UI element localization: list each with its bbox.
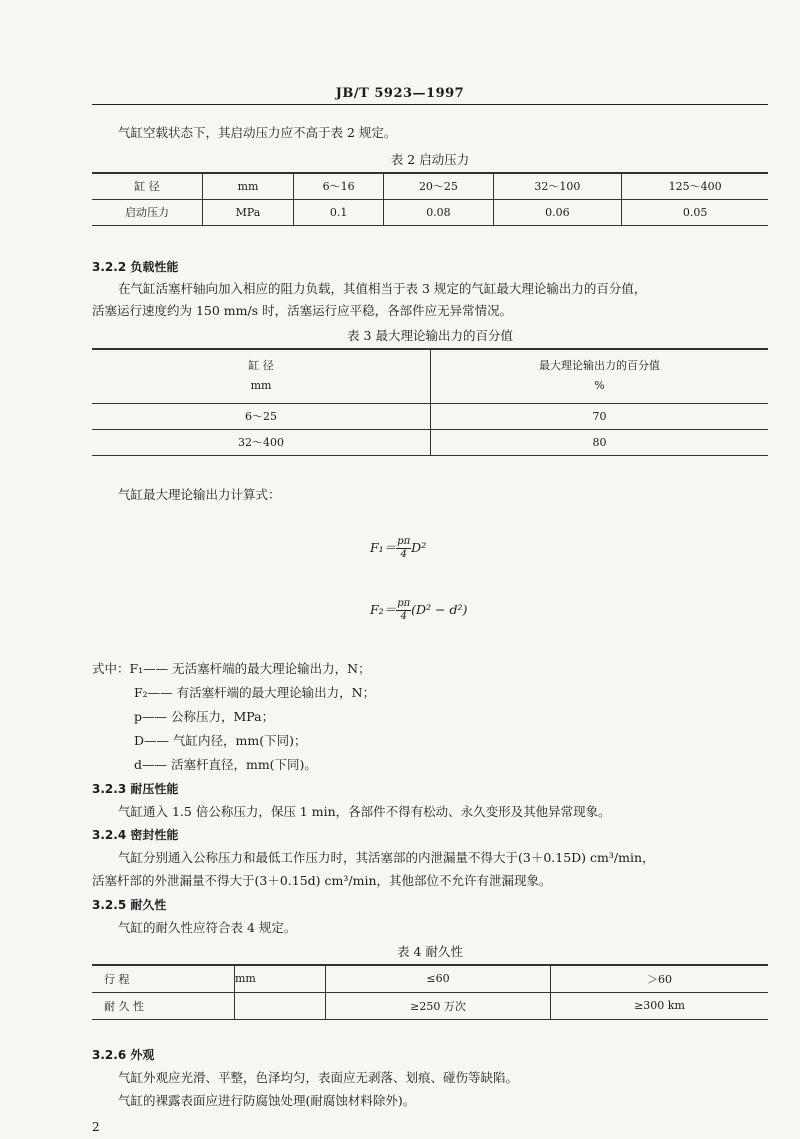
section-heading-3-2-2: 3.2.2 负载性能 — [92, 260, 179, 274]
where-item: p—— 公称压力，MPa； — [134, 709, 275, 724]
table-cell: 0.1 — [294, 199, 384, 225]
table-row — [92, 403, 768, 429]
table-cell: ≥300 km — [551, 992, 769, 1019]
paragraph-line: 气缸的耐久性应符合表 4 规定。 — [118, 920, 297, 935]
table-cell: 32～400 — [92, 429, 431, 455]
header-rule — [92, 104, 768, 105]
table-cell: 耐 久 性 — [92, 992, 235, 1019]
table4-title: 表 4 耐久性 — [397, 944, 463, 959]
table-cell: mm — [235, 965, 326, 992]
table-cell: 缸 径 — [92, 173, 203, 199]
formula-f2-rhs: (D² − d²) — [411, 602, 468, 617]
formula-f1 — [370, 536, 426, 561]
where-item: d—— 活塞杆直径，mm(下同)。 — [134, 757, 317, 772]
table4 — [92, 964, 768, 1020]
table-cell: 6～16 — [294, 173, 384, 199]
table-row — [92, 173, 768, 199]
paragraph-line: 气缸通入 1.5 倍公称压力，保压 1 min，各部件不得有松动、永久变形及其他异常现象。 — [118, 804, 611, 819]
page-number: 2 — [92, 1120, 100, 1134]
table3-title: 表 3 最大理论输出力的百分值 — [347, 328, 513, 343]
where-item: F₂—— 有活塞杆端的最大理论输出力，N； — [134, 685, 376, 700]
section-heading-3-2-3: 3.2.3 耐压性能 — [92, 782, 179, 796]
formula-intro: 气缸最大理论输出力计算式： — [118, 487, 281, 502]
formula-f1-denominator: 4 — [400, 549, 407, 560]
table-row — [92, 199, 768, 225]
paragraph-line: 活塞杆部的外泄漏量不得大于(3＋0.15d) cm³/min，其他部位不允许有泄漏现象。 — [92, 873, 552, 888]
section-heading-3-2-5: 3.2.5 耐久性 — [92, 898, 167, 912]
table-cell: MPa — [203, 199, 294, 225]
table-cell — [235, 992, 326, 1019]
table-cell: 32～100 — [493, 173, 622, 199]
table-cell: 20～25 — [384, 173, 493, 199]
section-heading-3-2-4: 3.2.4 密封性能 — [92, 828, 179, 842]
table-cell: 6～25 — [92, 403, 431, 429]
table-row — [92, 965, 768, 992]
formula-f2-numerator: pπ — [397, 598, 411, 609]
where-item: D—— 气缸内径，mm(下同)； — [134, 733, 307, 748]
formula-f2-lhs: F₂＝ — [370, 602, 397, 617]
table3-header-unit: mm — [250, 379, 272, 393]
formula-f1-numerator: pπ — [397, 536, 411, 547]
table-row — [92, 349, 768, 403]
formula-f1-rhs: D² — [411, 540, 427, 555]
table-cell: 125～400 — [622, 173, 768, 199]
table-cell: ＞60 — [551, 965, 769, 992]
formula-f2 — [370, 598, 467, 623]
table3-header-percent: 最大理论输出力的百分值 — [539, 359, 660, 373]
table-cell: 70 — [431, 403, 769, 429]
formula-f2-denominator: 4 — [400, 611, 407, 622]
paragraph-line: 活塞运行速度约为 150 mm/s 时，活塞运行应平稳，各部件应无异常情况。 — [92, 303, 513, 318]
table2 — [92, 172, 768, 226]
table-cell: ≥250 万次 — [326, 992, 551, 1019]
table-cell: 启动压力 — [92, 199, 203, 225]
intro-text: 气缸空载状态下，其启动压力应不高于表 2 规定。 — [118, 125, 397, 140]
table-cell: 80 — [431, 429, 769, 455]
section-heading-3-2-6: 3.2.6 外观 — [92, 1048, 155, 1062]
table-cell: 0.05 — [622, 199, 768, 225]
standard-number-header: JB/T 5923—1997 — [335, 86, 465, 101]
table-row — [92, 992, 768, 1019]
paragraph-line: 气缸外观应光滑、平整，色泽均匀，表面应无剥落、划痕、碰伤等缺陷。 — [118, 1070, 519, 1085]
table3 — [92, 348, 768, 456]
table-cell: 0.08 — [384, 199, 493, 225]
table3-header-percent-unit: % — [594, 379, 605, 393]
paragraph-line: 气缸分别通入公称压力和最低工作压力时，其活塞部的内泄漏量不得大于(3＋0.15D) cm³/min， — [118, 850, 655, 865]
table-cell: 0.06 — [493, 199, 622, 225]
table3-header-bore: 缸 径 — [248, 359, 274, 373]
paragraph-line: 在气缸活塞杆轴向加入相应的阻力负载，其值相当于表 3 规定的气缸最大理论输出力的百分值， — [118, 281, 647, 296]
table-cell: ≤60 — [326, 965, 551, 992]
formula-f1-lhs: F₁＝ — [370, 540, 397, 555]
paragraph-line: 气缸的裸露表面应进行防腐蚀处理(耐腐蚀材料除外)。 — [118, 1093, 416, 1108]
table-cell: 行 程 — [92, 965, 235, 992]
table2-title: 表 2 启动压力 — [390, 152, 470, 167]
where-item: 式中：F₁—— 无活塞杆端的最大理论输出力，N； — [92, 661, 371, 676]
table-row — [92, 429, 768, 455]
table-cell: mm — [203, 173, 294, 199]
